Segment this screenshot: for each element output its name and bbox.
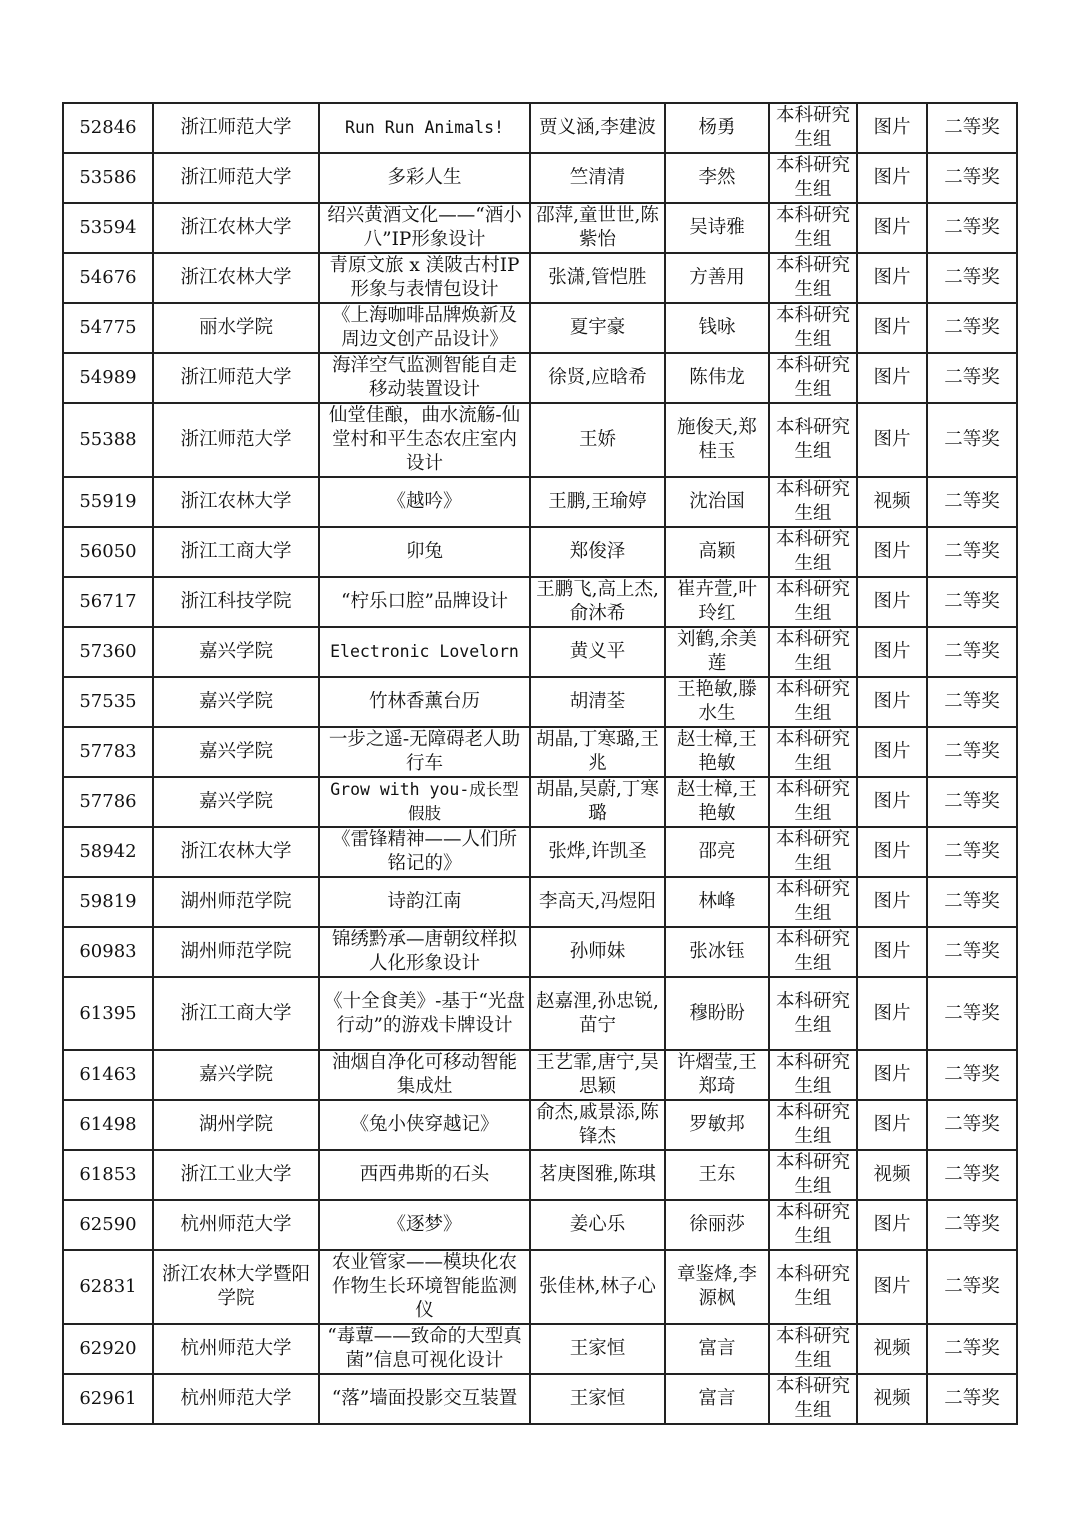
advisor-cell: 罗敏邦 (665, 1100, 769, 1150)
advisor-cell: 王东 (665, 1150, 769, 1200)
award-level-cell: 二等奖 (927, 827, 1017, 877)
school-name-cell: 浙江师范大学 (153, 103, 319, 153)
school-name-cell: 浙江农林大学 (153, 477, 319, 527)
advisor-cell: 吴诗雅 (665, 203, 769, 253)
group-cell: 本科研究生组 (769, 253, 857, 303)
category-cell: 视频 (857, 1150, 927, 1200)
category-cell: 图片 (857, 1250, 927, 1324)
table-row (63, 527, 1017, 577)
table-row (63, 403, 1017, 477)
authors-cell: 王鹏飞,高上杰,俞沐希 (530, 577, 665, 627)
work-title-cell: 《兔小侠穿越记》 (319, 1100, 530, 1150)
category-cell: 图片 (857, 727, 927, 777)
table-row (63, 877, 1017, 927)
award-level-cell: 二等奖 (927, 1374, 1017, 1424)
advisor-cell: 李然 (665, 153, 769, 203)
entry-id-cell: 62961 (63, 1374, 153, 1424)
authors-cell: 邵萍,童世世,陈紫怡 (530, 203, 665, 253)
category-cell: 视频 (857, 1324, 927, 1374)
advisor-cell: 陈伟龙 (665, 353, 769, 403)
work-title-cell: 《上海咖啡品牌焕新及周边文创产品设计》 (319, 303, 530, 353)
school-name-cell: 嘉兴学院 (153, 677, 319, 727)
entry-id-cell: 52846 (63, 103, 153, 153)
entry-id-cell: 61498 (63, 1100, 153, 1150)
group-cell: 本科研究生组 (769, 777, 857, 827)
category-cell: 图片 (857, 677, 927, 727)
work-title-cell: 诗韵江南 (319, 877, 530, 927)
award-level-cell: 二等奖 (927, 727, 1017, 777)
group-cell: 本科研究生组 (769, 203, 857, 253)
entry-id-cell: 53594 (63, 203, 153, 253)
category-cell: 图片 (857, 577, 927, 627)
group-cell: 本科研究生组 (769, 303, 857, 353)
advisor-cell: 钱咏 (665, 303, 769, 353)
advisor-cell: 赵士樟,王艳敏 (665, 777, 769, 827)
entry-id-cell: 62590 (63, 1200, 153, 1250)
advisor-cell: 邵亮 (665, 827, 769, 877)
entry-id-cell: 57360 (63, 627, 153, 677)
school-name-cell: 浙江农林大学 (153, 253, 319, 303)
authors-cell: 孙师妹 (530, 927, 665, 977)
entry-id-cell: 54989 (63, 353, 153, 403)
advisor-cell: 章鉴烽,李源枫 (665, 1250, 769, 1324)
group-cell: 本科研究生组 (769, 1150, 857, 1200)
group-cell: 本科研究生组 (769, 727, 857, 777)
authors-cell: 黄义平 (530, 627, 665, 677)
award-level-cell: 二等奖 (927, 627, 1017, 677)
work-title-cell: 油烟自净化可移动智能集成灶 (319, 1050, 530, 1100)
advisor-cell: 赵士樟,王艳敏 (665, 727, 769, 777)
advisor-cell: 林峰 (665, 877, 769, 927)
school-name-cell: 浙江农林大学暨阳学院 (153, 1250, 319, 1324)
work-title-cell: 《雷锋精神——人们所铭记的》 (319, 827, 530, 877)
award-level-cell: 二等奖 (927, 777, 1017, 827)
category-cell: 图片 (857, 103, 927, 153)
entry-id-cell: 61395 (63, 977, 153, 1050)
school-name-cell: 浙江工商大学 (153, 527, 319, 577)
authors-cell: 茗庚图雅,陈琪 (530, 1150, 665, 1200)
award-list-page (62, 102, 1016, 1425)
award-table (62, 102, 1018, 1425)
advisor-cell: 高颖 (665, 527, 769, 577)
authors-cell: 姜心乐 (530, 1200, 665, 1250)
entry-id-cell: 58942 (63, 827, 153, 877)
table-row (63, 103, 1017, 153)
work-title-cell: 仙堂佳酿，曲水流觞-仙堂村和平生态农庄室内设计 (319, 403, 530, 477)
authors-cell: 王艺霏,唐宁,吴思颖 (530, 1050, 665, 1100)
table-row (63, 577, 1017, 627)
school-name-cell: 丽水学院 (153, 303, 319, 353)
table-row (63, 1100, 1017, 1150)
school-name-cell: 杭州师范大学 (153, 1374, 319, 1424)
authors-cell: 王娇 (530, 403, 665, 477)
work-title-cell: 绍兴黄酒文化——“酒小八”IP形象设计 (319, 203, 530, 253)
category-cell: 图片 (857, 827, 927, 877)
table-row (63, 1200, 1017, 1250)
group-cell: 本科研究生组 (769, 527, 857, 577)
school-name-cell: 浙江师范大学 (153, 403, 319, 477)
award-level-cell: 二等奖 (927, 353, 1017, 403)
entry-id-cell: 61853 (63, 1150, 153, 1200)
school-name-cell: 嘉兴学院 (153, 627, 319, 677)
award-level-cell: 二等奖 (927, 1200, 1017, 1250)
category-cell: 图片 (857, 977, 927, 1050)
table-row (63, 303, 1017, 353)
group-cell: 本科研究生组 (769, 1374, 857, 1424)
work-title-cell: “柠乐口腔”品牌设计 (319, 577, 530, 627)
group-cell: 本科研究生组 (769, 1100, 857, 1150)
work-title-cell: 海洋空气监测智能自走移动装置设计 (319, 353, 530, 403)
award-level-cell: 二等奖 (927, 877, 1017, 927)
table-row (63, 1150, 1017, 1200)
category-cell: 图片 (857, 353, 927, 403)
category-cell: 图片 (857, 877, 927, 927)
award-level-cell: 二等奖 (927, 977, 1017, 1050)
award-level-cell: 二等奖 (927, 403, 1017, 477)
authors-cell: 张潇,管恺胜 (530, 253, 665, 303)
category-cell: 图片 (857, 153, 927, 203)
award-level-cell: 二等奖 (927, 927, 1017, 977)
award-level-cell: 二等奖 (927, 103, 1017, 153)
authors-cell: 徐贤,应晗希 (530, 353, 665, 403)
table-row (63, 253, 1017, 303)
authors-cell: 俞杰,戚景添,陈锋杰 (530, 1100, 665, 1150)
award-level-cell: 二等奖 (927, 203, 1017, 253)
authors-cell: 胡清荃 (530, 677, 665, 727)
award-level-cell: 二等奖 (927, 1324, 1017, 1374)
school-name-cell: 浙江工业大学 (153, 1150, 319, 1200)
award-level-cell: 二等奖 (927, 1250, 1017, 1324)
group-cell: 本科研究生组 (769, 403, 857, 477)
work-title-cell: Grow with you-成长型假肢 (319, 777, 530, 827)
advisor-cell: 王艳敏,滕水生 (665, 677, 769, 727)
work-title-cell: 《十全食美》-基于“光盘行动”的游戏卡牌设计 (319, 977, 530, 1050)
table-row (63, 927, 1017, 977)
award-level-cell: 二等奖 (927, 1050, 1017, 1100)
authors-cell: 贾义涵,李建波 (530, 103, 665, 153)
school-name-cell: 浙江师范大学 (153, 153, 319, 203)
school-name-cell: 杭州师范大学 (153, 1324, 319, 1374)
category-cell: 图片 (857, 303, 927, 353)
school-name-cell: 浙江师范大学 (153, 353, 319, 403)
group-cell: 本科研究生组 (769, 1250, 857, 1324)
school-name-cell: 浙江科技学院 (153, 577, 319, 627)
work-title-cell: Run Run Animals! (319, 103, 530, 153)
table-row (63, 153, 1017, 203)
entry-id-cell: 53586 (63, 153, 153, 203)
work-title-cell: “落”墙面投影交互装置 (319, 1374, 530, 1424)
group-cell: 本科研究生组 (769, 677, 857, 727)
group-cell: 本科研究生组 (769, 1200, 857, 1250)
group-cell: 本科研究生组 (769, 353, 857, 403)
advisor-cell: 徐丽莎 (665, 1200, 769, 1250)
authors-cell: 郑俊泽 (530, 527, 665, 577)
award-level-cell: 二等奖 (927, 303, 1017, 353)
award-table-body (63, 103, 1017, 1424)
school-name-cell: 湖州师范学院 (153, 877, 319, 927)
group-cell: 本科研究生组 (769, 827, 857, 877)
table-row (63, 1250, 1017, 1324)
work-title-cell: 《越吟》 (319, 477, 530, 527)
advisor-cell: 富言 (665, 1324, 769, 1374)
work-title-cell: “毒蕈——致命的大型真菌”信息可视化设计 (319, 1324, 530, 1374)
category-cell: 图片 (857, 777, 927, 827)
authors-cell: 夏宇豪 (530, 303, 665, 353)
work-title-cell: Electronic Lovelorn (319, 627, 530, 677)
group-cell: 本科研究生组 (769, 877, 857, 927)
advisor-cell: 崔卉萱,叶玲红 (665, 577, 769, 627)
school-name-cell: 浙江农林大学 (153, 827, 319, 877)
authors-cell: 张烨,许凯圣 (530, 827, 665, 877)
table-row (63, 1050, 1017, 1100)
entry-id-cell: 55388 (63, 403, 153, 477)
advisor-cell: 张冰钰 (665, 927, 769, 977)
category-cell: 图片 (857, 627, 927, 677)
school-name-cell: 嘉兴学院 (153, 1050, 319, 1100)
group-cell: 本科研究生组 (769, 977, 857, 1050)
entry-id-cell: 59819 (63, 877, 153, 927)
entry-id-cell: 60983 (63, 927, 153, 977)
group-cell: 本科研究生组 (769, 1050, 857, 1100)
authors-cell: 赵嘉浬,孙忠锐,苗宁 (530, 977, 665, 1050)
table-row (63, 727, 1017, 777)
advisor-cell: 方善用 (665, 253, 769, 303)
entry-id-cell: 54676 (63, 253, 153, 303)
entry-id-cell: 56717 (63, 577, 153, 627)
authors-cell: 张佳林,林子心 (530, 1250, 665, 1324)
table-row (63, 353, 1017, 403)
award-level-cell: 二等奖 (927, 253, 1017, 303)
category-cell: 图片 (857, 203, 927, 253)
entry-id-cell: 57786 (63, 777, 153, 827)
category-cell: 视频 (857, 1374, 927, 1424)
school-name-cell: 嘉兴学院 (153, 727, 319, 777)
group-cell: 本科研究生组 (769, 927, 857, 977)
group-cell: 本科研究生组 (769, 103, 857, 153)
advisor-cell: 穆盼盼 (665, 977, 769, 1050)
entry-id-cell: 54775 (63, 303, 153, 353)
table-row (63, 977, 1017, 1050)
advisor-cell: 富言 (665, 1374, 769, 1424)
advisor-cell: 许熠莹,王郑琦 (665, 1050, 769, 1100)
category-cell: 图片 (857, 1100, 927, 1150)
table-row (63, 203, 1017, 253)
work-title-cell: 多彩人生 (319, 153, 530, 203)
advisor-cell: 沈治国 (665, 477, 769, 527)
award-level-cell: 二等奖 (927, 477, 1017, 527)
school-name-cell: 嘉兴学院 (153, 777, 319, 827)
category-cell: 视频 (857, 477, 927, 527)
award-level-cell: 二等奖 (927, 677, 1017, 727)
authors-cell: 王家恒 (530, 1374, 665, 1424)
authors-cell: 胡晶,吴蔚,丁寒璐 (530, 777, 665, 827)
category-cell: 图片 (857, 927, 927, 977)
group-cell: 本科研究生组 (769, 577, 857, 627)
work-title-cell: 竹林香薰台历 (319, 677, 530, 727)
award-level-cell: 二等奖 (927, 1100, 1017, 1150)
category-cell: 图片 (857, 253, 927, 303)
category-cell: 图片 (857, 527, 927, 577)
advisor-cell: 刘鹤,余美莲 (665, 627, 769, 677)
work-title-cell: 一步之遥-无障碍老人助行车 (319, 727, 530, 777)
authors-cell: 胡晶,丁寒璐,王兆 (530, 727, 665, 777)
group-cell: 本科研究生组 (769, 477, 857, 527)
advisor-cell: 施俊天,郑桂玉 (665, 403, 769, 477)
school-name-cell: 杭州师范大学 (153, 1200, 319, 1250)
award-level-cell: 二等奖 (927, 153, 1017, 203)
entry-id-cell: 62920 (63, 1324, 153, 1374)
work-title-cell: 青原文旅 x 渼陂古村IP形象与表情包设计 (319, 253, 530, 303)
entry-id-cell: 62831 (63, 1250, 153, 1324)
category-cell: 图片 (857, 1050, 927, 1100)
work-title-cell: 《逐梦》 (319, 1200, 530, 1250)
school-name-cell: 湖州师范学院 (153, 927, 319, 977)
table-row (63, 677, 1017, 727)
work-title-cell: 卯兔 (319, 527, 530, 577)
authors-cell: 李高天,冯煜阳 (530, 877, 665, 927)
table-row (63, 1324, 1017, 1374)
advisor-cell: 杨勇 (665, 103, 769, 153)
award-level-cell: 二等奖 (927, 527, 1017, 577)
table-row (63, 477, 1017, 527)
entry-id-cell: 55919 (63, 477, 153, 527)
group-cell: 本科研究生组 (769, 627, 857, 677)
category-cell: 图片 (857, 1200, 927, 1250)
school-name-cell: 浙江农林大学 (153, 203, 319, 253)
entry-id-cell: 57783 (63, 727, 153, 777)
entry-id-cell: 56050 (63, 527, 153, 577)
work-title-cell: 农业管家——模块化农作物生长环境智能监测仪 (319, 1250, 530, 1324)
group-cell: 本科研究生组 (769, 153, 857, 203)
table-row (63, 827, 1017, 877)
school-name-cell: 浙江工商大学 (153, 977, 319, 1050)
group-cell: 本科研究生组 (769, 1324, 857, 1374)
authors-cell: 王鹏,王瑜婷 (530, 477, 665, 527)
entry-id-cell: 57535 (63, 677, 153, 727)
table-row (63, 777, 1017, 827)
entry-id-cell: 61463 (63, 1050, 153, 1100)
work-title-cell: 西西弗斯的石头 (319, 1150, 530, 1200)
authors-cell: 王家恒 (530, 1324, 665, 1374)
award-level-cell: 二等奖 (927, 577, 1017, 627)
category-cell: 图片 (857, 403, 927, 477)
table-row (63, 627, 1017, 677)
table-row (63, 1374, 1017, 1424)
school-name-cell: 湖州学院 (153, 1100, 319, 1150)
work-title-cell: 锦绣黔承—唐朝纹样拟人化形象设计 (319, 927, 530, 977)
award-level-cell: 二等奖 (927, 1150, 1017, 1200)
authors-cell: 竺清清 (530, 153, 665, 203)
